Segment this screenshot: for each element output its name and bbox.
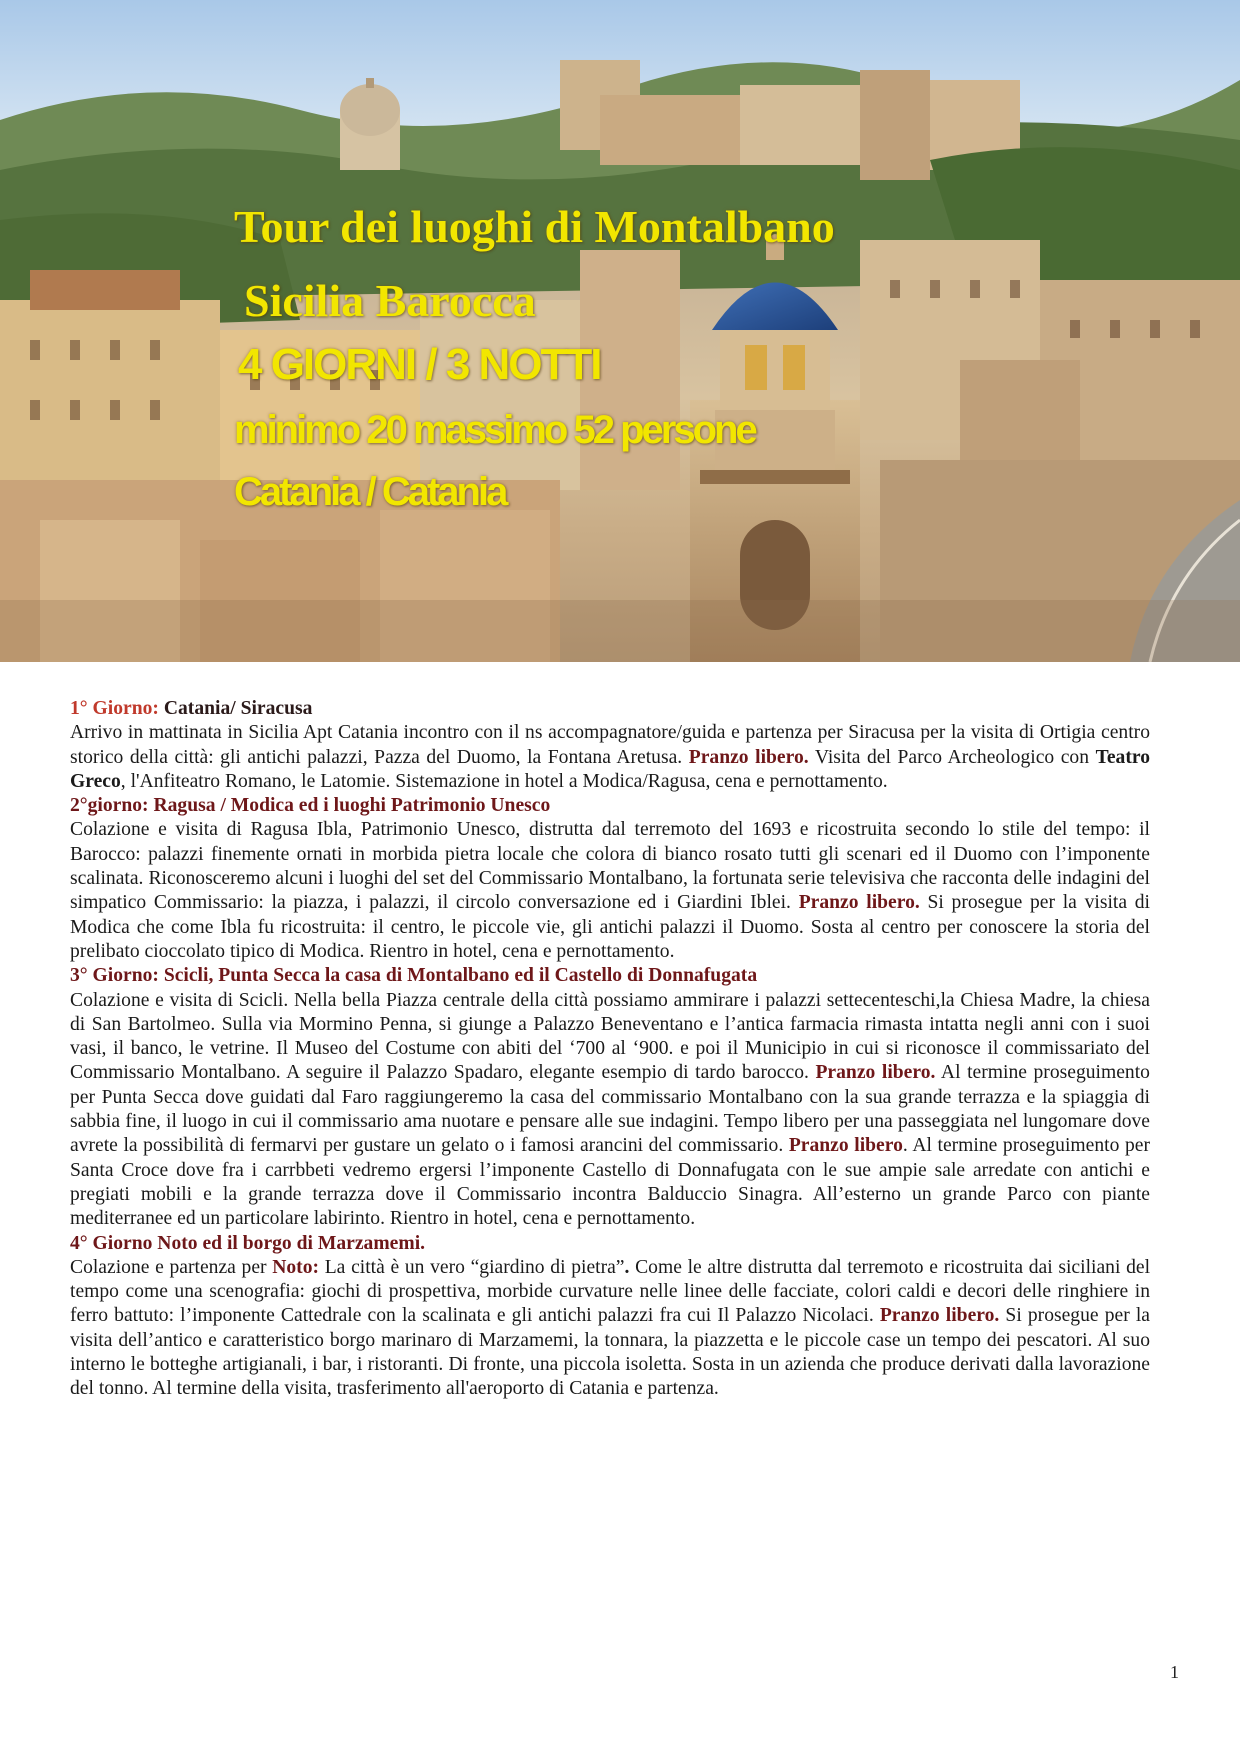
day-4-heading: 4° Giorno Noto ed il borgo di Marzamemi. — [70, 1232, 426, 1254]
day-3-description: Colazione e visita di Scicli. Nella bella Piazza centrale della città possiamo ammirare i palazzi settecenteschi,la Chiesa Madre, la chiesa di San Bartolmeo. Sulla via Mormino Penna, si giunge a Palazzo Beneventano e l’antica farmacia rimasta intatta negli anni con i suoi vasi, il banco, le vetrine. Il Museo del Costume con abiti del ‘700 al ‘900. e poi il Municipio in cui si riconosce il commissariato del Commissario Montalbano. A seguire il Palazzo Spadaro, elegante esempio di tardo barocco. Pranzo libero. Al termine proseguimento per Punta Secca dove guidati dal Faro raggiungeremo la casa del commissario Montalbano con la sua grande terrazza e la spiaggia di sabbia fine, il luogo in cui il commissario ama nuotare e pensare alle sue indagini. Tempo libero per una passeggiata nel lungomare dove avrete la possibilità di fermarvi per gustare un gelato o i famosi arancini del commissario. Pranzo libero. Al termine proseguimento per Santa Croce dove fra i carrbbeti vedremo ergersi l’imponente Castello di Donnafugata con le sue ampie sale arredate con antichi e pregiati mobili e la grande terrazza dove il Commissario incontra Balduccio Sinagra. All’esterno un grande Parco con piante mediterranee ed un particolare labirinto. Rientro in hotel, cena e pernottamento. — [70, 989, 1150, 1230]
day-4-description: Colazione e partenza per Noto: La città è un vero “giardino di pietra”. Come le altre distrutta dal terremoto e ricostruita dai siciliani del tempo come una scenografia: giochi di prospettiva, morbide curvature nelle linee delle facciate, colori caldi e decori delle ringhiere in ferro battuto: l’imponente Cattedrale con la scalinata e gli antichi palazzi fra cui Il Palazzo Nicolaci. Pranzo libero. Si prosegue per la visita dell’antico e caratteristico borgo marinaro di Marzamemi, la tonnara, la piazzetta e le piccole case un tempo dei pescatori. Al suo interno le botteghe artigianali, i bar, i ristoranti. Di fronte, una piccola isoletta. Sosta in un azienda che produce derivati dalla lavorazione del tonno. Al termine della visita, trasferimento all'aeroporto di Catania e partenza. — [70, 1256, 1151, 1400]
tour-duration: 4 GIORNI / 3 NOTTI — [238, 340, 601, 389]
itinerary — [70, 697, 1150, 1402]
tour-route: Catania / Catania — [234, 470, 506, 514]
noto-label: Noto: — [272, 1256, 320, 1278]
lunch-note: Pranzo libero. — [815, 1062, 936, 1084]
page-number: 1 — [1170, 1662, 1179, 1682]
day-3-heading: 3° Giorno: Scicli, Punta Secca la casa di Montalbano ed il Castello di Donnafugata — [70, 965, 758, 987]
lunch-note: Pranzo libero. — [688, 746, 809, 768]
tour-group-size: minimo 20 massimo 52 persone — [234, 408, 755, 452]
hero-titles — [0, 0, 1240, 662]
day-1-heading: 1° Giorno: Catania/ Siracusa — [70, 698, 313, 719]
tour-subtitle: Sicilia Barocca — [244, 275, 536, 326]
tour-title: Tour dei luoghi di Montalbano — [234, 201, 835, 252]
day-2-heading: 2°giorno: Ragusa / Modica ed i luoghi Patrimonio Unesco — [70, 795, 551, 817]
lunch-note: Pranzo libero. — [798, 892, 920, 914]
lunch-note: Pranzo libero. — [879, 1305, 1000, 1327]
day-1-description: Arrivo in mattinata in Sicilia Apt Catania incontro con il ns accompagnatore/guida e partenza per Siracusa per la visita di Ortigia centro storico della città: gli antichi palazzi, Pazza del Duomo, la Fontana Aretusa. Pranzo libero. Visita del Parco Archeologico con Teatro Greco, l'Anfiteatro Romano, le Latomie. Sistemazione in hotel a Modica/Ragusa, cena e pernottamento. — [70, 722, 1150, 792]
teatro-greco: Teatro Greco — [70, 746, 1150, 792]
day-2-description: Colazione e visita di Ragusa Ibla, Patrimonio Unesco, distrutta dal terremoto del 1693 e ricostruita secondo lo stile del tempo: il Barocco: palazzi finemente ornati in morbida pietra locale che colora di bianco rosato tutti gli scenari ed il Duomo con l’imponente scalinata. Riconosceremo alcuni i luoghi del set del Commissario Montalbano, la fortunata serie televisiva che racconta delle indagini del simpatico Commissario: la piazza, i palazzi, il circolo conversazione ed i Giardini Iblei. Pranzo libero. Si prosegue per la visita di Modica che come Ibla fu ricostruita: il centro, le piccole vie, gli antichi palazzi il Duomo. Sosta al centro per conoscere la storia del prelibato cioccolato tipico di Modica. Rientro in hotel, cena e pernottamento. — [70, 819, 1150, 962]
hero-banner — [0, 0, 1240, 662]
lunch-note: Pranzo libero — [788, 1135, 903, 1157]
